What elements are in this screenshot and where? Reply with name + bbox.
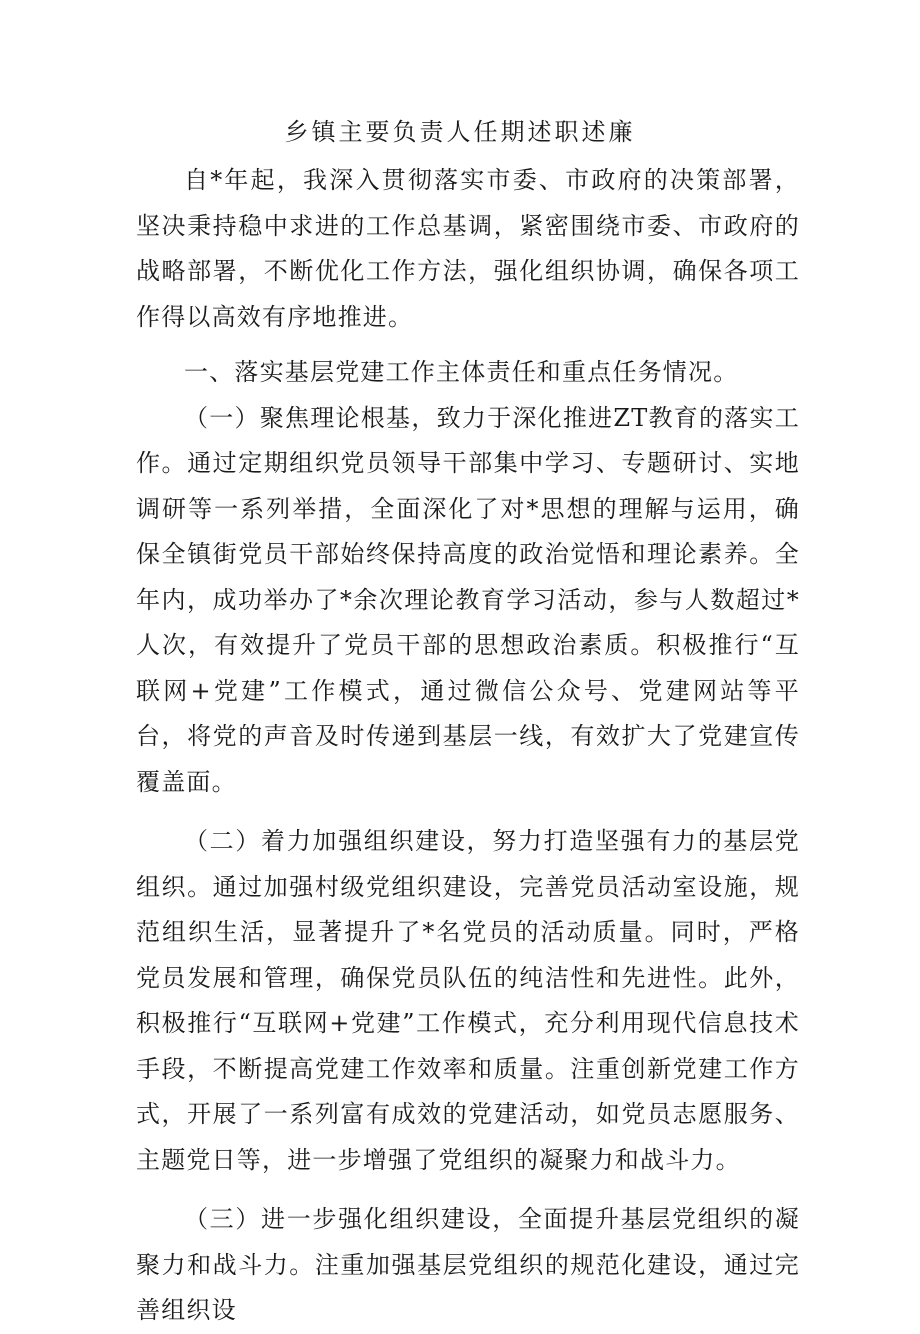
intro-paragraph: 自*年起，我深入贯彻落实市委、市政府的决策部署，坚决秉持稳中求进的工作总基调，紧密围绕市委、市政府的战略部署，不断优化工作方法，强化组织协调，确保各项工作得以高效有序地推进。 (136, 166, 800, 331)
document-title: 乡镇主要负责人任期述职述廉 (284, 118, 636, 146)
subsection-paragraph-1: （一）聚焦理论根基，致力于深化推进ZT教育的落实工作。通过定期组织党员领导干部集中学习、专题研讨、实地调研等一系列举措，全面深化了对*思想的理解与运用，确保全镇街党员干部始终保持高度的政治觉悟和理论素养。全年内，成功举办了*余次理论教育学习活动，参与人数超过*人次，有效提升了党员干部的思想政治素质。积极推行“互联网+党建”工作模式，通过微信公众号、党建网站等平台，将党的声音及时传递到基层一线，有效扩大了党建宣传覆盖面。 (136, 403, 800, 796)
section-heading: 一、落实基层党建工作主体责任和重点任务情况。 (184, 358, 739, 386)
document-body (136, 158, 800, 1334)
subsection-paragraph-2: （二）着力加强组织建设，努力打造坚强有力的基层党组织。通过加强村级党组织建设，完善党员活动室设施，规范组织生活，显著提升了*名党员的活动质量。同时，严格党员发展和管理，确保党员队伍的纯洁性和先进性。此外，积极推行“互联网+党建”工作模式，充分利用现代信息技术手段，不断提高党建工作效率和质量。注重创新党建工作方式，开展了一系列富有成效的党建活动，如党员志愿服务、主题党日等，进一步增强了党组织的凝聚力和战斗力。 (136, 827, 800, 1174)
subsection-paragraph-3: （三）进一步强化组织建设，全面提升基层党组织的凝聚力和战斗力。注重加强基层党组织的规范化建设，通过完善组织设 (136, 1205, 800, 1324)
